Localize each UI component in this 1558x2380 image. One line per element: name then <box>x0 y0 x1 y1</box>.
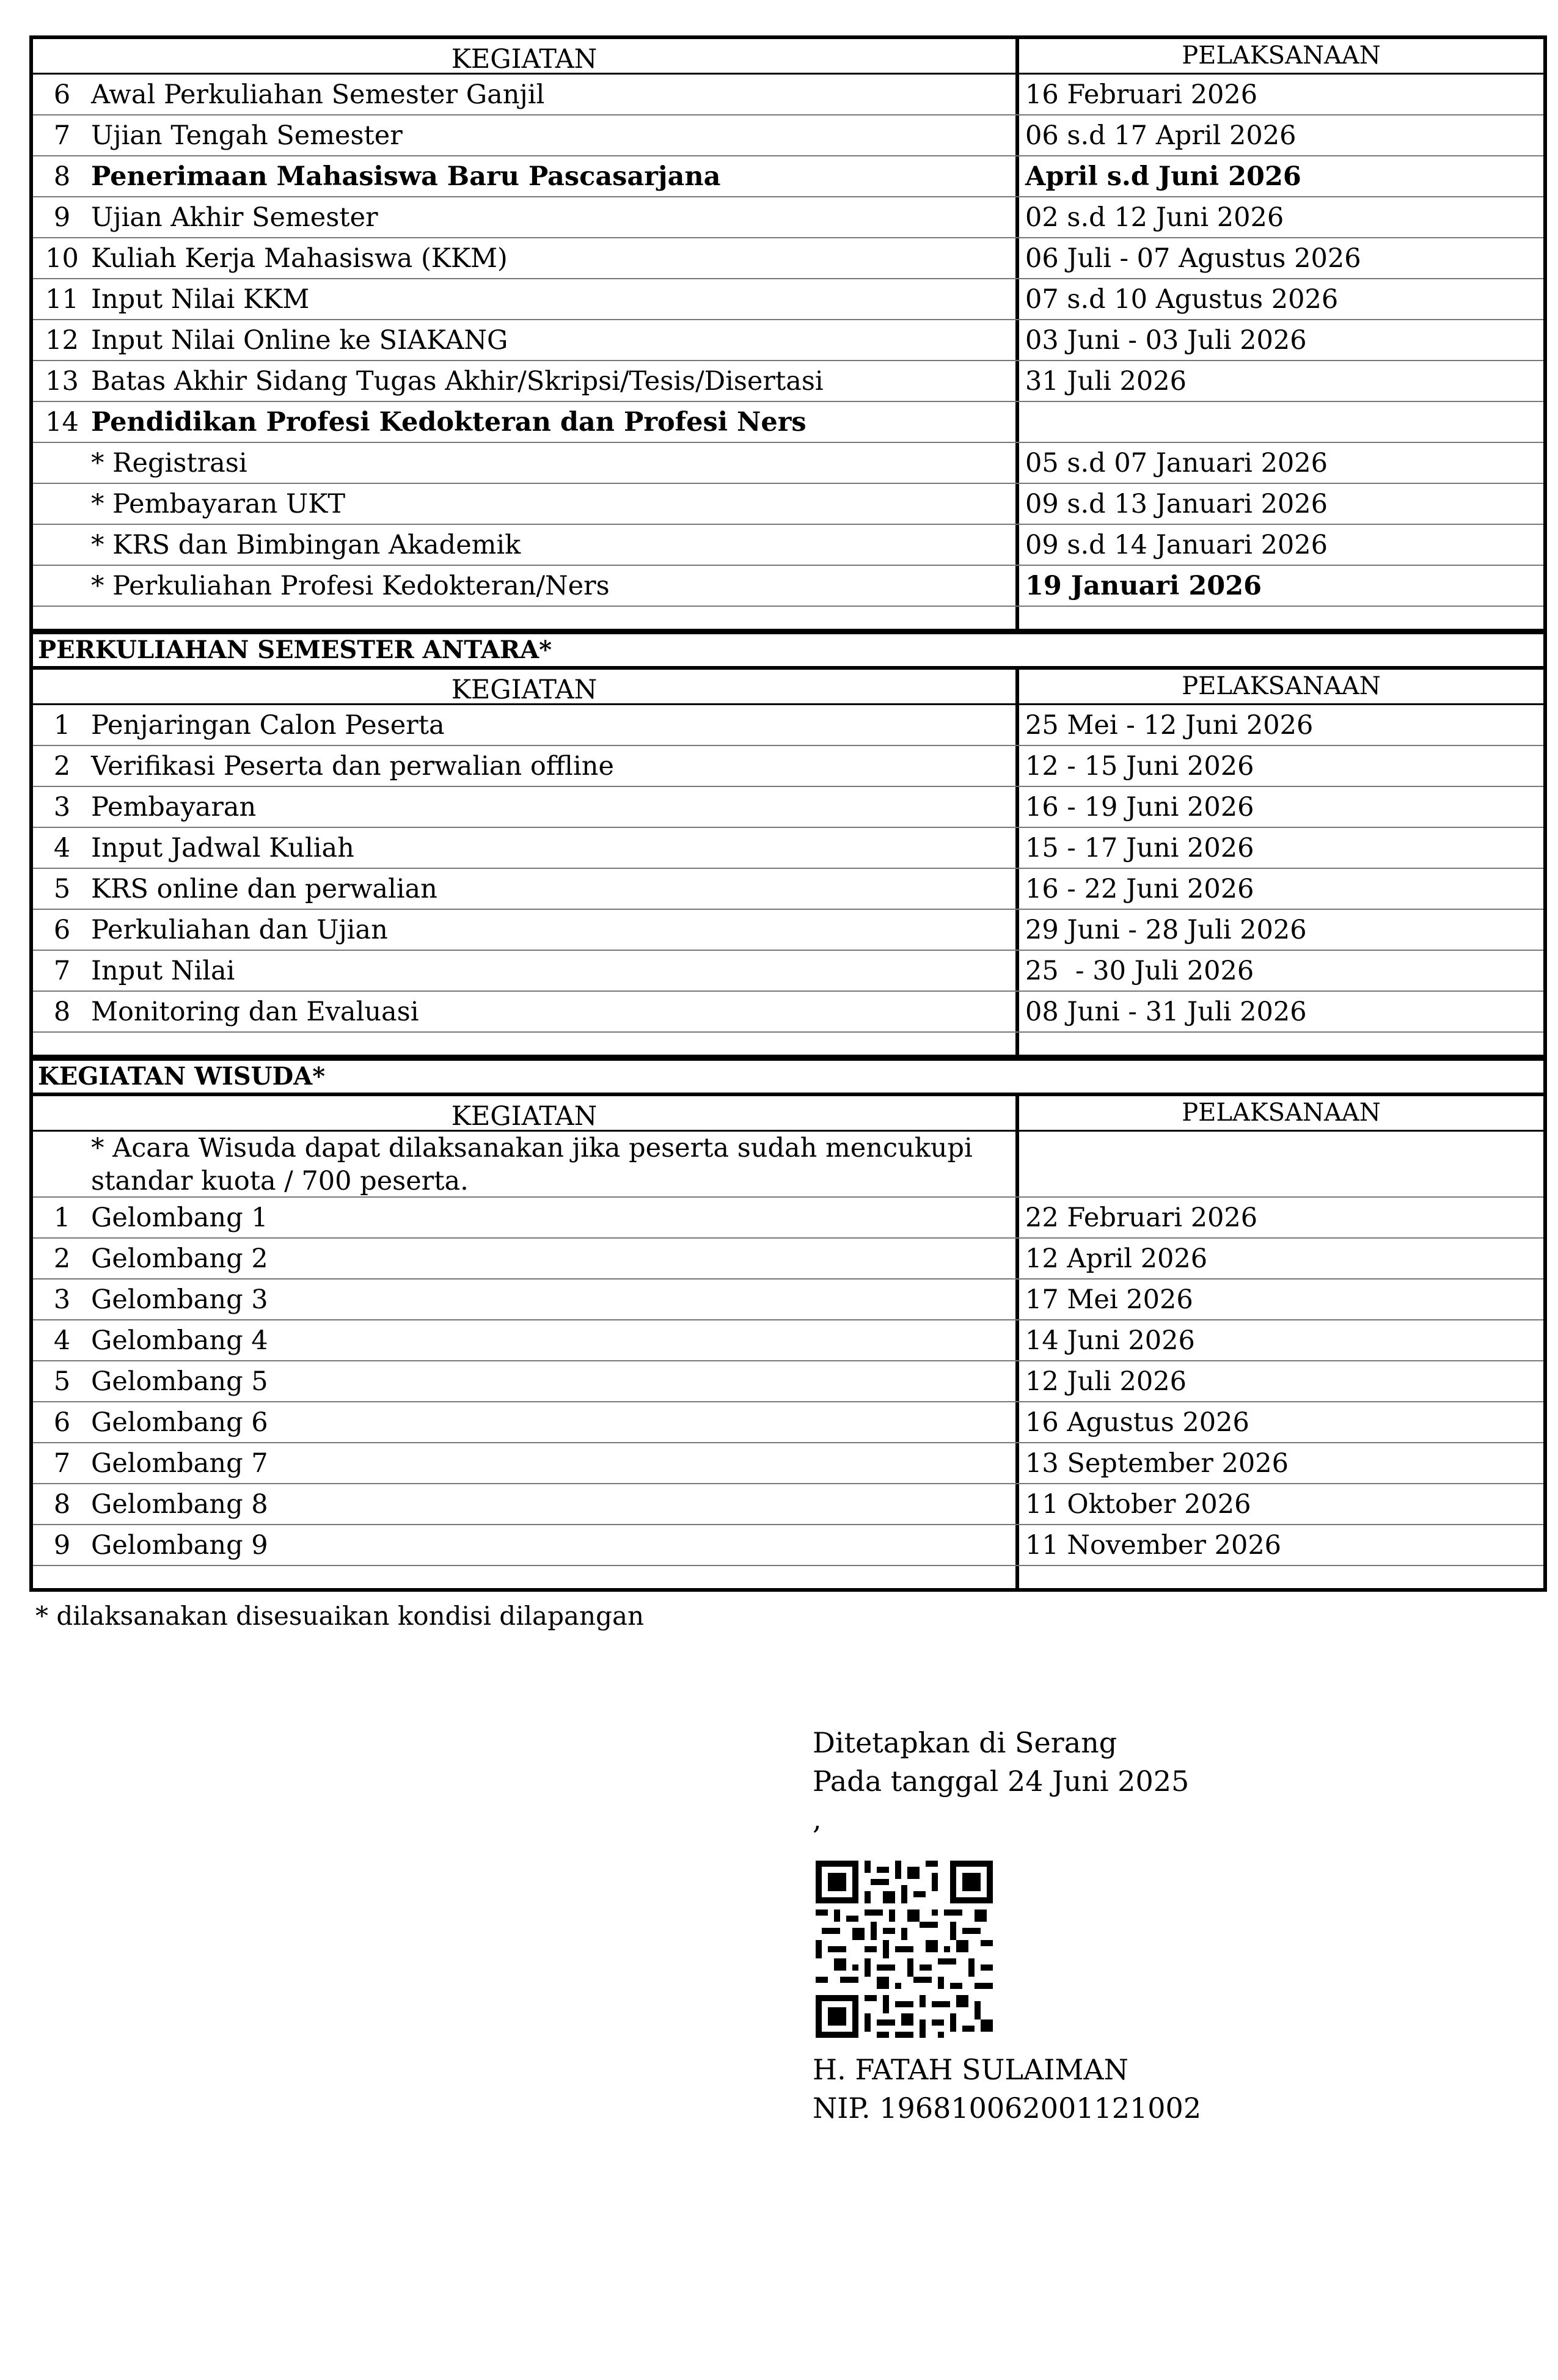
row-number: 7 <box>53 956 71 986</box>
row-kegiatan: Input Nilai KKM <box>91 284 310 315</box>
row-number: 11 <box>45 284 79 315</box>
row-pelaksanaan: 17 Mei 2026 <box>1025 1284 1193 1315</box>
table-row <box>33 156 1543 197</box>
row-pelaksanaan: 06 Juli - 07 Agustus 2026 <box>1025 243 1361 274</box>
row-kegiatan: Gelombang 2 <box>91 1243 268 1274</box>
row-pelaksanaan: 16 Februari 2026 <box>1025 79 1258 110</box>
table-row <box>33 869 1543 910</box>
qr-code-icon <box>816 1861 993 2038</box>
row-number: 2 <box>53 1243 71 1274</box>
row-kegiatan: * Pembayaran UKT <box>91 489 346 519</box>
table-row <box>33 910 1543 951</box>
row-number: 4 <box>53 833 71 863</box>
row-number: 3 <box>53 792 71 822</box>
row-pelaksanaan: 29 Juni - 28 Juli 2026 <box>1025 915 1307 945</box>
table-row <box>33 484 1543 525</box>
row-number: 5 <box>53 1366 71 1397</box>
row-kegiatan: Input Jadwal Kuliah <box>91 833 354 863</box>
table-row <box>33 566 1543 607</box>
signatory-nip: NIP. 196810062001121002 <box>813 2092 1202 2125</box>
footnote: * dilaksanakan disesuaikan kondisi dilapangan <box>35 1601 645 1631</box>
row-number: 3 <box>53 1284 71 1315</box>
table-row <box>33 443 1543 484</box>
row-kegiatan: Gelombang 1 <box>91 1203 268 1233</box>
table-row <box>33 1443 1543 1484</box>
signature-date: Pada tanggal 24 Juni 2025 <box>813 1765 1190 1798</box>
row-pelaksanaan: 19 Januari 2026 <box>1025 571 1262 601</box>
row-number: 4 <box>53 1325 71 1356</box>
row-number: 1 <box>53 710 71 741</box>
row-pelaksanaan: 16 - 22 Juni 2026 <box>1025 874 1254 904</box>
row-pelaksanaan: 07 s.d 10 Agustus 2026 <box>1025 284 1339 315</box>
row-number <box>33 443 91 483</box>
table-row-blank <box>33 1566 1543 1588</box>
row-number: 2 <box>53 751 71 782</box>
table-row <box>33 951 1543 992</box>
academic-calendar-table <box>29 35 1547 632</box>
row-kegiatan: Gelombang 5 <box>91 1366 268 1397</box>
row-number: 14 <box>45 407 79 438</box>
row-kegiatan: * Registrasi <box>91 448 247 478</box>
table-row <box>33 1361 1543 1402</box>
row-pelaksanaan: 12 - 15 Juni 2026 <box>1025 751 1254 782</box>
row-number: 6 <box>53 1407 71 1438</box>
header-pelaksanaan: PELAKSANAAN <box>1182 42 1381 70</box>
row-pelaksanaan: 12 April 2026 <box>1025 1243 1208 1274</box>
row-number: 8 <box>53 997 71 1027</box>
row-kegiatan: KRS online dan perwalian <box>91 874 437 904</box>
table-row-note <box>33 1132 1543 1198</box>
row-number <box>33 525 91 565</box>
semester-antara-table <box>29 666 1547 1058</box>
row-kegiatan: Batas Akhir Sidang Tugas Akhir/Skripsi/Tesis/Disertasi <box>91 366 824 397</box>
table-row <box>33 238 1543 279</box>
table-row <box>33 992 1543 1033</box>
row-pelaksanaan: 11 November 2026 <box>1025 1530 1282 1561</box>
table-row <box>33 828 1543 869</box>
signature-comma: , <box>813 1803 822 1836</box>
row-kegiatan: Penerimaan Mahasiswa Baru Pascasarjana <box>91 161 721 192</box>
row-kegiatan: Verifikasi Peserta dan perwalian offline <box>91 751 614 782</box>
row-number: 6 <box>53 915 71 945</box>
row-kegiatan: * KRS dan Bimbingan Akademik <box>91 530 521 560</box>
row-pelaksanaan: 09 s.d 13 Januari 2026 <box>1025 489 1328 519</box>
row-number: 7 <box>53 120 71 151</box>
table-row <box>33 746 1543 787</box>
table-header <box>33 39 1543 75</box>
row-pelaksanaan: April s.d Juni 2026 <box>1025 161 1301 192</box>
table-row <box>33 1280 1543 1320</box>
row-pelaksanaan: 02 s.d 12 Juni 2026 <box>1025 202 1284 233</box>
table-row <box>33 525 1543 566</box>
header-kegiatan: KEGIATAN <box>451 1101 598 1132</box>
row-pelaksanaan: 11 Oktober 2026 <box>1025 1489 1251 1520</box>
table-row <box>33 115 1543 156</box>
row-pelaksanaan: 03 Juni - 03 Juli 2026 <box>1025 325 1307 356</box>
section-title: PERKULIAHAN SEMESTER ANTARA* <box>29 631 1547 666</box>
header-pelaksanaan: PELAKSANAAN <box>1182 672 1381 700</box>
table-row-blank <box>33 1033 1543 1055</box>
row-kegiatan: Gelombang 3 <box>91 1284 268 1315</box>
table-row <box>33 1402 1543 1443</box>
row-kegiatan: Gelombang 9 <box>91 1530 268 1561</box>
table-row <box>33 279 1543 320</box>
table-header <box>33 1096 1543 1132</box>
row-kegiatan: Monitoring dan Evaluasi <box>91 997 419 1027</box>
section-title: KEGIATAN WISUDA* <box>29 1057 1547 1093</box>
row-kegiatan: Ujian Tengah Semester <box>91 120 403 151</box>
row-kegiatan: Gelombang 4 <box>91 1325 268 1356</box>
row-kegiatan: Ujian Akhir Semester <box>91 202 378 233</box>
row-number: 6 <box>53 79 71 110</box>
row-number: 9 <box>53 1530 71 1561</box>
table-row <box>33 402 1543 443</box>
row-number: 8 <box>53 161 71 192</box>
row-pelaksanaan: 13 September 2026 <box>1025 1448 1289 1479</box>
row-number: 8 <box>53 1489 71 1520</box>
table-row <box>33 361 1543 402</box>
row-number: 13 <box>45 366 79 397</box>
row-number <box>33 566 91 606</box>
row-pelaksanaan: 25 Mei - 12 Juni 2026 <box>1025 710 1314 741</box>
row-kegiatan: Awal Perkuliahan Semester Ganjil <box>91 79 545 110</box>
row-pelaksanaan: 22 Februari 2026 <box>1025 1203 1258 1233</box>
row-kegiatan: Input Nilai <box>91 956 235 986</box>
signatory-name: H. FATAH SULAIMAN <box>813 2053 1128 2086</box>
row-pelaksanaan: 16 - 19 Juni 2026 <box>1025 792 1254 822</box>
row-kegiatan: Penjaringan Calon Peserta <box>91 710 445 741</box>
row-number: 5 <box>53 874 71 904</box>
row-number: 10 <box>45 243 79 274</box>
table-row <box>33 75 1543 115</box>
table-row-blank <box>33 607 1543 629</box>
row-number <box>33 484 91 524</box>
wisuda-table <box>29 1093 1547 1592</box>
row-kegiatan: Pendidikan Profesi Kedokteran dan Profesi Ners <box>91 407 806 438</box>
row-number: 9 <box>53 202 71 233</box>
table-row <box>33 1198 1543 1239</box>
table-row <box>33 320 1543 361</box>
signature-place: Ditetapkan di Serang <box>813 1726 1117 1759</box>
row-number: 7 <box>53 1448 71 1479</box>
header-kegiatan: KEGIATAN <box>451 675 598 705</box>
header-pelaksanaan: PELAKSANAAN <box>1182 1099 1381 1127</box>
row-kegiatan: Gelombang 7 <box>91 1448 268 1479</box>
row-pelaksanaan: 08 Juni - 31 Juli 2026 <box>1025 997 1307 1027</box>
row-pelaksanaan: 15 - 17 Juni 2026 <box>1025 833 1254 863</box>
table-row <box>33 197 1543 238</box>
row-kegiatan: Pembayaran <box>91 792 257 822</box>
row-kegiatan: Kuliah Kerja Mahasiswa (KKM) <box>91 243 508 274</box>
row-pelaksanaan: 16 Agustus 2026 <box>1025 1407 1249 1438</box>
table-header <box>33 670 1543 705</box>
row-kegiatan: Perkuliahan dan Ujian <box>91 915 388 945</box>
row-pelaksanaan: 12 Juli 2026 <box>1025 1366 1187 1397</box>
header-kegiatan: KEGIATAN <box>451 44 598 75</box>
row-kegiatan: Gelombang 6 <box>91 1407 268 1438</box>
table-row <box>33 787 1543 828</box>
table-row <box>33 705 1543 746</box>
row-number: 12 <box>45 325 79 356</box>
row-kegiatan: * Perkuliahan Profesi Kedokteran/Ners <box>91 571 610 601</box>
row-pelaksanaan: 09 s.d 14 Januari 2026 <box>1025 530 1328 560</box>
row-pelaksanaan: 05 s.d 07 Januari 2026 <box>1025 448 1328 478</box>
row-kegiatan: Gelombang 8 <box>91 1489 268 1520</box>
table-row <box>33 1484 1543 1525</box>
row-pelaksanaan: 14 Juni 2026 <box>1025 1325 1195 1356</box>
wisuda-note: * Acara Wisuda dapat dilaksanakan jika peserta sudah mencukupi standar kuota / 700 peserta. <box>91 1133 973 1196</box>
row-kegiatan: Input Nilai Online ke SIAKANG <box>91 325 508 356</box>
row-pelaksanaan: 31 Juli 2026 <box>1025 366 1187 397</box>
row-pelaksanaan: 25 - 30 Juli 2026 <box>1025 956 1254 986</box>
table-row <box>33 1525 1543 1566</box>
row-pelaksanaan <box>1019 402 1543 442</box>
table-row <box>33 1320 1543 1361</box>
row-number: 1 <box>53 1203 71 1233</box>
row-pelaksanaan: 06 s.d 17 April 2026 <box>1025 120 1297 151</box>
table-row <box>33 1239 1543 1280</box>
